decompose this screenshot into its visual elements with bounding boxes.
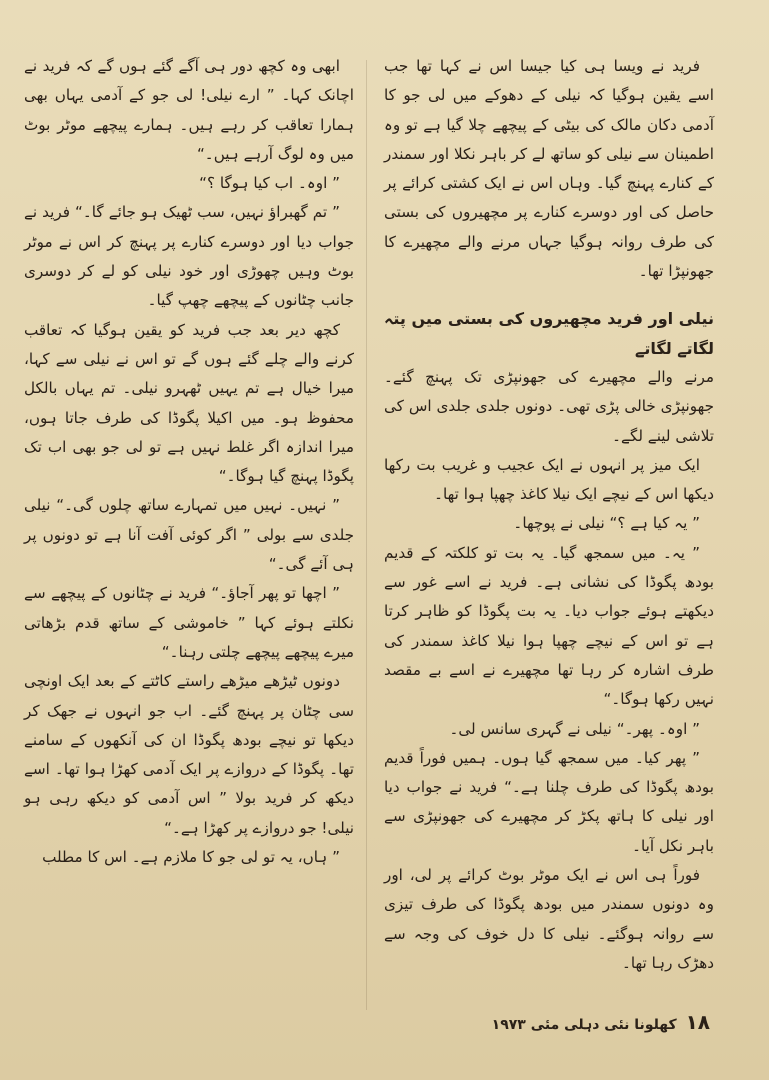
right-paragraph-4: ” یہ کیا ہے ؟“ نیلی نے پوچھا۔ xyxy=(513,514,700,533)
left-paragraph-3: ” تم گھبراؤ نہیں، سب ٹھیک ہو جائے گا۔“ فرید نے جواب دیا اور دوسرے کنارے پر پہنچ کر اس نے موٹر بوٹ وہیں چھوڑی اور خود نیلی کو لے کر دوسری جانب چٹانوں کے پیچھے چھپ گیا۔ xyxy=(24,203,354,310)
right-paragraph-7: ” پھر کیا۔ میں سمجھ گیا ہوں۔ ہمیں فوراً قدیم بودھ پگوڈا کی طرف چلنا ہے۔“ فرید نے جواب دیا اور نیلی کا ہاتھ پکڑ کر مچھیرے کی جھونپڑی سے باہر نکل آیا۔ xyxy=(384,748,714,855)
left-paragraph-8: ” ہاں، یہ تو لی جو کا ملازم ہے۔ اس کا مطلب xyxy=(42,848,340,867)
right-paragraph-2: مرنے والے مچھیرے کی جھونپڑی تک پہنچ گئے۔ جھونپڑی خالی پڑی تھی۔ دونوں جلدی جلدی اس کی تلاشی لینے لگے۔ xyxy=(384,367,714,445)
right-column xyxy=(384,52,714,978)
left-paragraph-4: کچھ دیر بعد جب فرید کو یقین ہوگیا کہ تعاقب کرنے والے چلے گئے ہوں گے تو اس نے نیلی سے کہا، میرا خیال ہے تم یہیں ٹھہرو نیلی۔ تم یہاں بالکل محفوظ ہو۔ میں اکیلا پگوڈا کی طرف جاتا ہوں، میرا اندازہ اگر غلط نہیں ہے تو لی جو بھی اب تک پگوڈا پہنچ گیا ہوگا۔“ xyxy=(24,320,354,486)
section-heading: نیلی اور فرید مچھیروں کی بستی میں پتہ لگاتے لگاتے xyxy=(384,309,714,358)
left-paragraph-7: دونوں ٹیڑھے میڑھے راستے کاٹتے کے بعد ایک اونچی سی چٹان پر پہنچ گئے۔ اب جو انہوں نے جھک کر دیکھا تو نیچے بودھ پگوڈا ان کی آنکھوں کے سامنے تھا۔ پگوڈا کے دروازے پر ایک آدمی کھڑا ہوا تھا۔ اسے دیکھ کر فرید بولا ” اس آدمی کو دیکھ رہی ہو نیلی! جو دروازے پر کھڑا ہے۔“ xyxy=(24,672,354,837)
column-divider xyxy=(366,60,367,1010)
left-paragraph-5: ” نہیں۔ نہیں میں تمہارے ساتھ چلوں گی۔“ نیلی جلدی سے بولی ” اگر کوئی آفت آنا ہے تو دونوں پر ہی آئے گی۔“ xyxy=(24,496,354,574)
left-column xyxy=(24,52,354,872)
right-paragraph-5: ” یہ۔ میں سمجھ گیا۔ یہ بت تو کلکتہ کے قدیم بودھ پگوڈا کی نشانی ہے۔ فرید نے اسے غور سے دیکھتے ہوئے جواب دیا۔ یہ بت پگوڈا کو ظاہر کرتا ہے تو اس کے نیچے چھپا ہوا نیلا کاغذ سمندر کی طرف اشارہ کر رہا تھا مچھیرے نے اسے بے مقصد نہیں رکھا ہوگا۔“ xyxy=(384,543,714,709)
page-footer xyxy=(491,1010,710,1034)
right-paragraph-1: فرید نے ویسا ہی کیا جیسا اس نے کہا تھا جب اسے یقین ہوگیا کہ نیلی کے دھوکے میں لی جو کا آدمی دکان مالک کی بیٹی کے پیچھے چلا گیا ہے تو وہ اطمینان سے نیلی کو ساتھ لے کر باہر نکلا اور سمندر کے کنارے پہنچ گیا۔ وہاں اس نے ایک کشتی کرائے پر حاصل کی اور دوسرے کنارے پر مچھیروں کی بستی کی طرف روانہ ہوگیا جہاں مرنے والے مچھیرے کا جھونپڑا تھا۔ xyxy=(384,57,714,281)
right-paragraph-3: ایک میز پر انہوں نے ایک عجیب و غریب بت رکھا دیکھا اس کے نیچے ایک نیلا کاغذ چھپا ہوا تھا۔ xyxy=(384,455,714,504)
right-paragraph-6: ” اوہ۔ پھر۔“ نیلی نے گہری سانس لی۔ xyxy=(449,719,700,738)
left-paragraph-6: ” اچھا تو پھر آجاؤ۔“ فرید نے چٹانوں کے پیچھے سے نکلتے ہوئے کہا ” خاموشی کے ساتھ قدم بڑھاتی میرے پیچھے پیچھے چلتی رہنا۔“ xyxy=(24,584,354,661)
magazine-issue: کھلونا نئی دہلی مئی ۱۹۷۳ xyxy=(491,1017,677,1033)
right-paragraph-8: فوراً ہی اس نے ایک موٹر بوٹ کرائے پر لی، اور وہ دونوں سمندر میں بودھ پگوڈا کی طرف تیزی سے روانہ ہوگئے۔ نیلی کا دل خوف کی وجہ سے دھڑک رہا تھا۔ xyxy=(384,866,714,972)
left-paragraph-1: ابھی وہ کچھ دور ہی آگے گئے ہوں گے کہ فرید نے اچانک کہا۔ ” ارے نیلی! لی جو کے آدمی یہاں بھی ہمارا تعاقب کر رہے ہیں۔ ہمارے پیچھے موٹر بوٹ میں وہ لوگ آرہے ہیں۔“ xyxy=(24,57,354,163)
left-paragraph-2: ” اوہ۔ اب کیا ہوگا ؟“ xyxy=(199,174,340,193)
page-number: ۱۸ xyxy=(685,1010,710,1034)
